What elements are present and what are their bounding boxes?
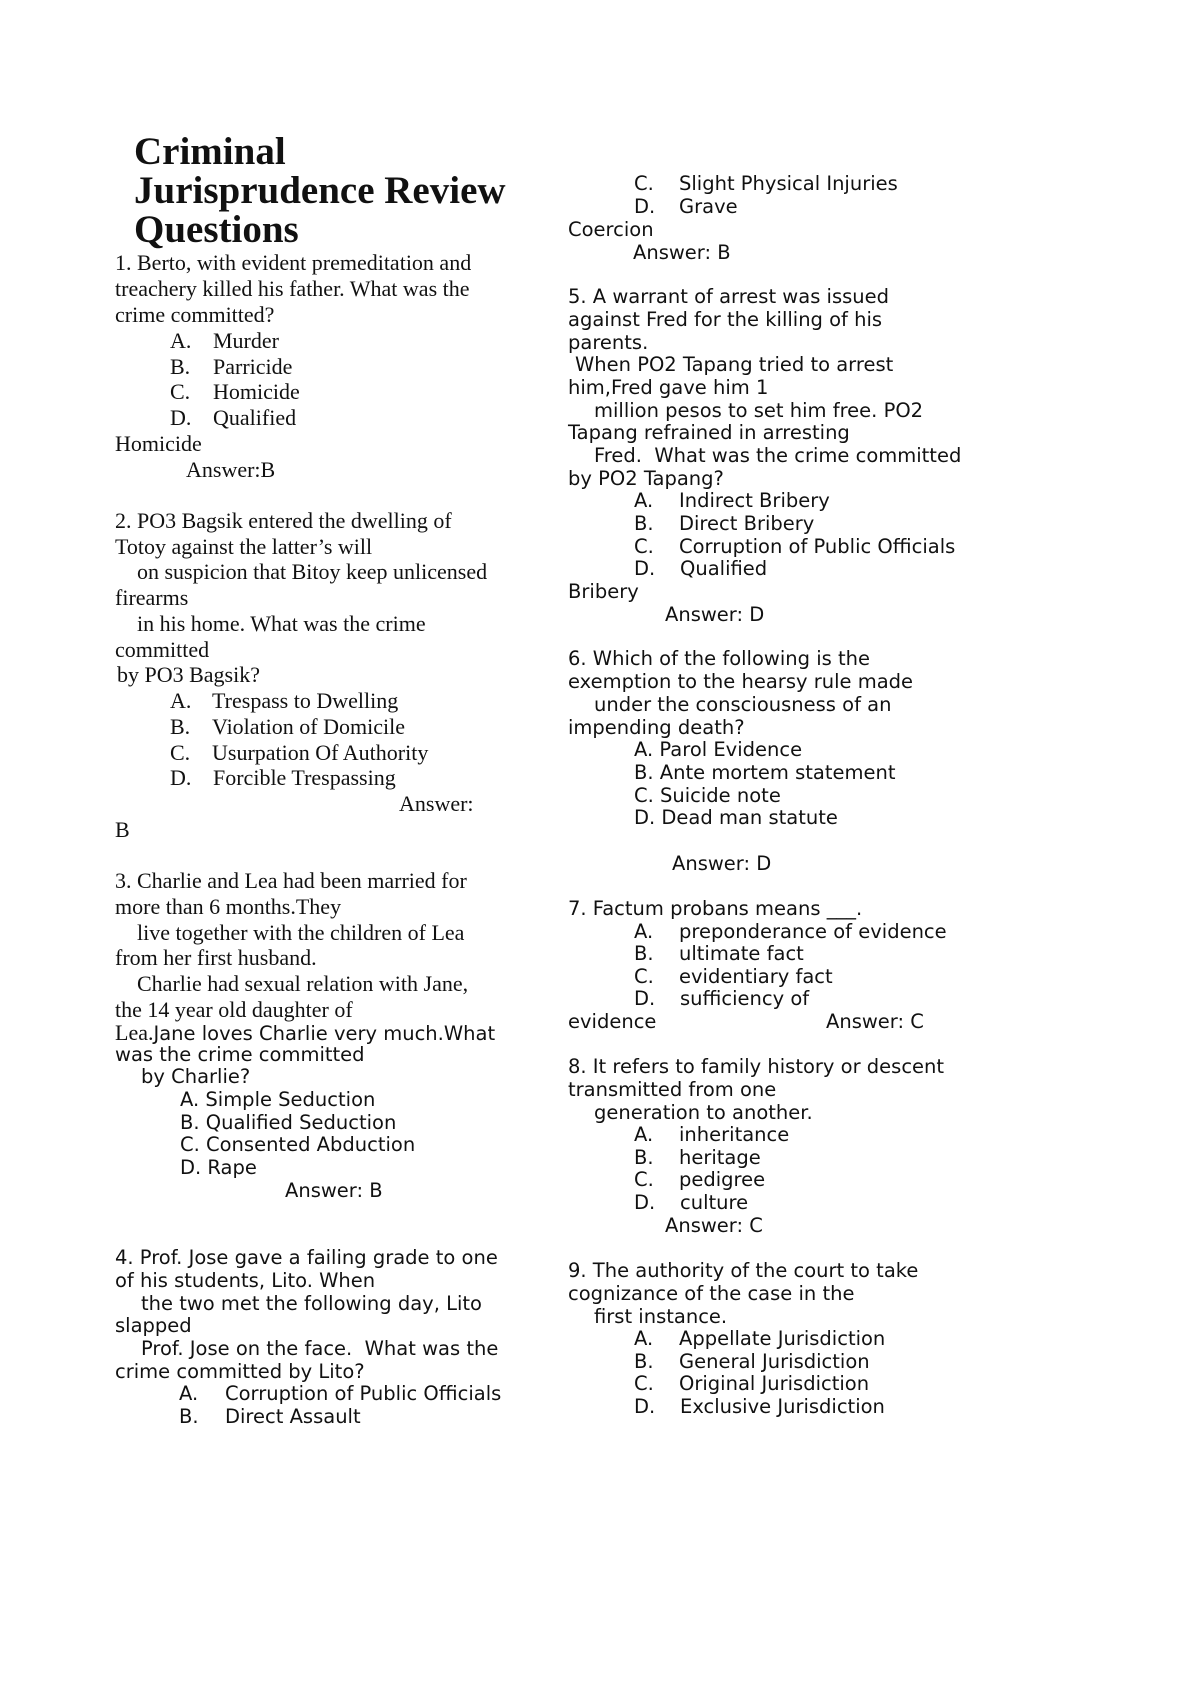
q9-option-text: General Jurisdiction (679, 1350, 870, 1373)
q8-text-line: generation to another. (594, 1101, 813, 1124)
q7-text-line: 7. Factum probans means ___. (568, 897, 863, 920)
q6-text-line: 6. Which of the following is the (568, 647, 870, 670)
q4-option-letter: C. (634, 172, 654, 195)
q5-option-continuation: Bribery (568, 580, 639, 603)
q1-answer: Answer:B (186, 457, 276, 482)
q7-answer: Answer: C (826, 1010, 924, 1033)
q7-option-text: ultimate fact (679, 942, 804, 965)
q8-option-letter: A. (634, 1123, 654, 1146)
q4-option-text: Slight Physical Injuries (679, 172, 898, 195)
q5-option-text: Direct Bribery (679, 512, 815, 535)
q1-text-line: crime committed? (115, 302, 275, 327)
q7-option-text: sufficiency of (680, 987, 810, 1010)
q3-option: D. Rape (180, 1156, 257, 1179)
q6-text-line: under the consciousness of an (594, 693, 892, 716)
q9-text-line: 9. The authority of the court to take (568, 1259, 919, 1282)
q5-text-line: him,Fred gave him 1 (568, 376, 769, 399)
q6-option: D. Dead man statute (634, 806, 838, 829)
page-title-line-2: Jurisprudence Review (134, 169, 506, 212)
q5-option-text: Indirect Bribery (679, 489, 830, 512)
q1-option-text: Qualified (213, 405, 297, 430)
q5-text-line: by PO2 Tapang? (568, 467, 724, 490)
q9-option-text: Original Jurisdiction (679, 1372, 870, 1395)
q6-text-line: impending death? (568, 716, 745, 739)
q7-option-continuation: evidence (568, 1010, 657, 1033)
q1-option-text: Murder (213, 328, 279, 353)
q4-answer: Answer: B (633, 241, 731, 264)
q1-option-continuation: Homicide (115, 431, 202, 456)
q7-option-letter: C. (634, 965, 654, 988)
q6-option: C. Suicide note (634, 784, 781, 807)
q4-text-line: Prof. Jose on the face. What was the (141, 1337, 499, 1360)
q3-mixed-serif: Lea. (115, 1020, 154, 1045)
q2-option-letter: C. (170, 740, 191, 765)
q3-text-line: the 14 year old daughter of (115, 997, 353, 1022)
q9-text-line: cognizance of the case in the (568, 1282, 855, 1305)
q2-option-text: Usurpation Of Authority (212, 740, 429, 765)
q1-option-text: Homicide (213, 379, 300, 404)
q3-text-line: 3. Charlie and Lea had been married for (115, 868, 467, 893)
q9-option-letter: A. (634, 1327, 654, 1350)
q7-option-letter: A. (634, 920, 654, 943)
q5-option-text: Corruption of Public Officials (679, 535, 956, 558)
q9-option-text: Appellate Jurisdiction (679, 1327, 886, 1350)
q3-text-line: from her first husband. (115, 945, 317, 970)
page-title-line-1: Criminal (134, 130, 286, 173)
q2-text-line: in his home. What was the crime (137, 611, 426, 636)
q2-answer-continuation: B (115, 817, 130, 842)
q2-text-line: by PO3 Bagsik? (117, 662, 260, 687)
q6-answer: Answer: D (672, 852, 772, 875)
q2-option-text: Violation of Domicile (212, 714, 405, 739)
q3-option: A. Simple Seduction (180, 1088, 376, 1111)
q5-text-line: against Fred for the killing of his (568, 308, 883, 331)
q3-text-line: by Charlie? (141, 1065, 251, 1088)
q7-option-text: preponderance of evidence (679, 920, 947, 943)
q5-option-letter: C. (634, 535, 654, 558)
q2-text-line: firearms (115, 585, 189, 610)
q6-text-line: exemption to the hearsy rule made (568, 670, 914, 693)
q2-option-text: Trespass to Dwelling (212, 688, 399, 713)
q5-option-letter: A. (634, 489, 654, 512)
q3-text-line: was the crime committed (115, 1043, 365, 1066)
q2-option-letter: A. (170, 688, 192, 713)
q9-option-letter: C. (634, 1372, 654, 1395)
q5-text-line: Fred. What was the crime committed (594, 444, 962, 467)
q2-answer: Answer: (399, 791, 474, 816)
q1-option-letter: D. (170, 405, 192, 430)
q1-option-letter: C. (170, 379, 191, 404)
q2-text-line: committed (115, 637, 210, 662)
q9-option-text: Exclusive Jurisdiction (680, 1395, 885, 1418)
q5-answer: Answer: D (665, 603, 765, 626)
q9-text-line: first instance. (594, 1305, 728, 1328)
q4-option-letter: B. (179, 1405, 199, 1428)
q7-option-letter: D. (634, 987, 656, 1010)
q4-text-line: crime committed by Lito? (115, 1360, 365, 1383)
q4-option-text: Corruption of Public Officials (225, 1382, 502, 1405)
q2-text-line: 2. PO3 Bagsik entered the dwelling of (115, 508, 452, 533)
q5-option-letter: D. (634, 557, 656, 580)
q3-text-line: live together with the children of Lea (137, 920, 465, 945)
q8-text-line: 8. It refers to family history or descent (568, 1055, 945, 1078)
q8-text-line: transmitted from one (568, 1078, 777, 1101)
q2-option-text: Forcible Trespassing (213, 765, 396, 790)
q5-text-line: When PO2 Tapang tried to arrest (575, 353, 894, 376)
q1-option-letter: B. (170, 354, 191, 379)
q5-text-line: parents. (568, 331, 649, 354)
q4-option-continuation: Coercion (568, 218, 654, 241)
q1-text-line: treachery killed his father. What was the (115, 276, 470, 301)
q2-text-line: on suspicion that Bitoy keep unlicensed (137, 559, 488, 584)
q8-option-text: culture (680, 1191, 749, 1214)
q1-text-line: 1. Berto, with evident premeditation and (115, 250, 472, 275)
q8-answer: Answer: C (665, 1214, 763, 1237)
q2-text-line: Totoy against the latter’s will (115, 534, 373, 559)
q7-option-letter: B. (634, 942, 654, 965)
q7-option-text: evidentiary fact (679, 965, 833, 988)
q4-option-letter: A. (179, 1382, 199, 1405)
q8-option-text: heritage (679, 1146, 761, 1169)
q4-text-line: of his students, Lito. When (115, 1269, 376, 1292)
q3-answer: Answer: B (285, 1179, 383, 1202)
q2-option-letter: D. (170, 765, 192, 790)
q4-text-line: 4. Prof. Jose gave a failing grade to one (115, 1246, 498, 1269)
q2-option-letter: B. (170, 714, 191, 739)
q3-text-line: Charlie had sexual relation with Jane, (137, 971, 469, 996)
q1-option-text: Parricide (213, 354, 293, 379)
q4-text-line: the two met the following day, Lito (141, 1292, 482, 1315)
q5-text-line: 5. A warrant of arrest was issued (568, 285, 890, 308)
q3-option: B. Qualified Seduction (180, 1111, 397, 1134)
q9-option-letter: B. (634, 1350, 654, 1373)
q5-text-line: million pesos to set him free. PO2 (594, 399, 924, 422)
q8-option-text: pedigree (679, 1168, 766, 1191)
q5-option-text: Qualified (680, 557, 768, 580)
q4-option-letter: D. (634, 195, 656, 218)
q3-mixed-sans: Jane loves Charlie very much.What (153, 1022, 496, 1045)
q8-option-letter: B. (634, 1146, 654, 1169)
q5-text-line: Tapang refrained in arresting (568, 421, 850, 444)
q9-option-letter: D. (634, 1395, 656, 1418)
q4-option-text: Grave (679, 195, 738, 218)
q8-option-letter: C. (634, 1168, 654, 1191)
q4-text-line: slapped (115, 1314, 192, 1337)
q8-option-text: inheritance (679, 1123, 790, 1146)
q6-option: B. Ante mortem statement (634, 761, 896, 784)
q3-text-line: more than 6 months.They (115, 894, 342, 919)
q8-option-letter: D. (634, 1191, 656, 1214)
q6-option: A. Parol Evidence (634, 738, 803, 761)
q5-option-letter: B. (634, 512, 654, 535)
page-title-line-3: Questions (134, 208, 299, 251)
q4-option-text: Direct Assault (225, 1405, 361, 1428)
q1-option-letter: A. (170, 328, 192, 353)
q3-option: C. Consented Abduction (180, 1133, 416, 1156)
